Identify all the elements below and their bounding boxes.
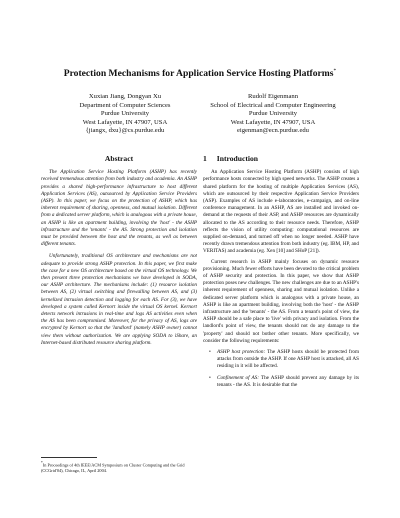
bullet-lead: Confinement of AS: [217, 374, 259, 381]
author-department: School of Electrical and Computer Engineering [210, 101, 336, 109]
author-email: eigenman@ecn.purdue.edu [237, 127, 309, 135]
footnote-rule [41, 457, 97, 458]
abstract-paragraph: The Application Service Hosting Platform (ASHP) has recently received tremendous attention from both industry and academia. An ASHP provides a shared high-performance infrastructure to host different Application Services (AS), outsourced by Application Service Providers (ASP). In this paper, we focus on the protection of ASHP, which has inherent requirement of sharing, openness, and mutual isolation. Different from a dedicated server platform, which is analogous with a private house, an ASHP is like an apartment building, involving the 'host' - the ASHP infrastructure and the 'tenants' - the AS. Strong protection and isolation must be provided between the host and the tenants, as well as between different tenants. [41, 169, 197, 248]
abstract-heading: Abstract [104, 154, 134, 163]
author-department: Department of Computer Sciences [79, 101, 171, 109]
author-email: {jiangx, dxu}@cs.purdue.edu [85, 127, 165, 135]
author-university: Purdue University [248, 110, 298, 118]
title-footnote-mark: * [333, 68, 337, 74]
footnote [41, 457, 197, 474]
author-names: Rudolf Eigenmann [248, 93, 298, 100]
intro-paragraph: An Application Service Hosting Platform (ASHP) consists of high performance hosts connected by high speed networks. The ASHP creates a shared platform for the hosting of multiple Application Services (AS), which are outsourced by their respective Application Service Providers (ASP). Examples of AS include e-laboratories, e-campaign, and on-line conference management. In an ASHP, AS are installed and invoked on-demand at the requests of their ASP, and ASHP resources are dynamically allocated to the AS according to their resource needs. Therefore, ASHP reflects the vision of utility computing: computational resources are supplied on-demand, and turned off when no longer needed. ASHP have recently drawn tremendous attention from both industry (eg. IBM, HP, and VERITAS) and academia (eg. Xen [10] and SHoP [21]). [203, 169, 359, 255]
bullet-lead: ASHP host protection: [217, 349, 266, 356]
author-address: West Lafayette, IN 47907, USA [82, 118, 168, 126]
section-title: Introduction [216, 154, 259, 163]
author-block-2 [188, 93, 358, 136]
abstract-section [41, 155, 197, 352]
bullet-text: The ASHP should prevent any damage by its tenants - the AS. It is desirable that the [217, 374, 359, 388]
footnote-text: In Proceedings of 4th IEEE/ACM Symposium on Cluster Computing and the Grid (CCGrid'04), Chicago, IL, April 2004. [41, 462, 185, 474]
introduction-section [203, 155, 359, 393]
footnote-mark: * [41, 461, 43, 465]
author-address: West Lafayette, IN 47907, USA [230, 118, 316, 126]
introduction-heading [203, 155, 359, 162]
author-block-1 [60, 93, 190, 136]
section-number: 1 [203, 154, 207, 163]
intro-paragraph: Current research in ASHP mainly focuses on dynamic resource provisioning. Much fewer efforts have been devoted to the critical problem of ASHP security and protection. In this paper, we show that ASHP protection poses new challenges. The new challenges are due to an ASHP's inherent requirement of openness, sharing and mutual isolation. Unlike a dedicated server platform which is analogous with a private house, an ASHP is like an apartment building, involving both the 'host' - the ASHP infrastructure and the 'tenants' - the AS. From a tenant's point of view, the ASHP should be a safe place to 'live' with privacy and isolation. From the landlord's point of view, the tenants should not do any damage to the 'property' and should not bother other tenants. More specifically, we consider the following requirements: [203, 258, 359, 344]
list-item [217, 375, 359, 389]
author-university: Purdue University [100, 110, 150, 118]
requirements-list [203, 349, 359, 389]
abstract-paragraph: Unfortunately, traditional OS architecture and mechanisms are not adequate to provide strong ASHP protection. In this paper, we first make the case for a new OS architecture based on the virtual OS technology. We then present three protection mechanisms we have developed in SODA, our ASHP architecture. The mechanisms include: (1) resource isolation between AS, (2) virtual switching and firewalling between AS, and (3) kernelized intrusion detection and logging for each AS. For (3), we have developed a system called Kernort inside the virtual OS kernel. Kernort detects network intrusions in real-time and logs AS activities even when the AS has been compromised. Moreover, for the privacy of AS, logs are encrypted by Kernort so that the 'landlord' (namely ASHP owner) cannot view them without authorization. We are applying SODA to iShare, an Internet-based distributed resource sharing platform. [41, 253, 197, 346]
paper-title [0, 68, 400, 79]
bullet-text: The ASHP hosts should be protected from attacks from outside the ASHP. If one ASHP host is attacked, all AS residing in it will be affected. [217, 349, 359, 370]
list-item [217, 349, 359, 371]
author-names: Xuxian Jiang, Dongyan Xu [88, 93, 162, 100]
title-text: Protection Mechanisms for Application Service Hosting Platforms [63, 68, 334, 80]
